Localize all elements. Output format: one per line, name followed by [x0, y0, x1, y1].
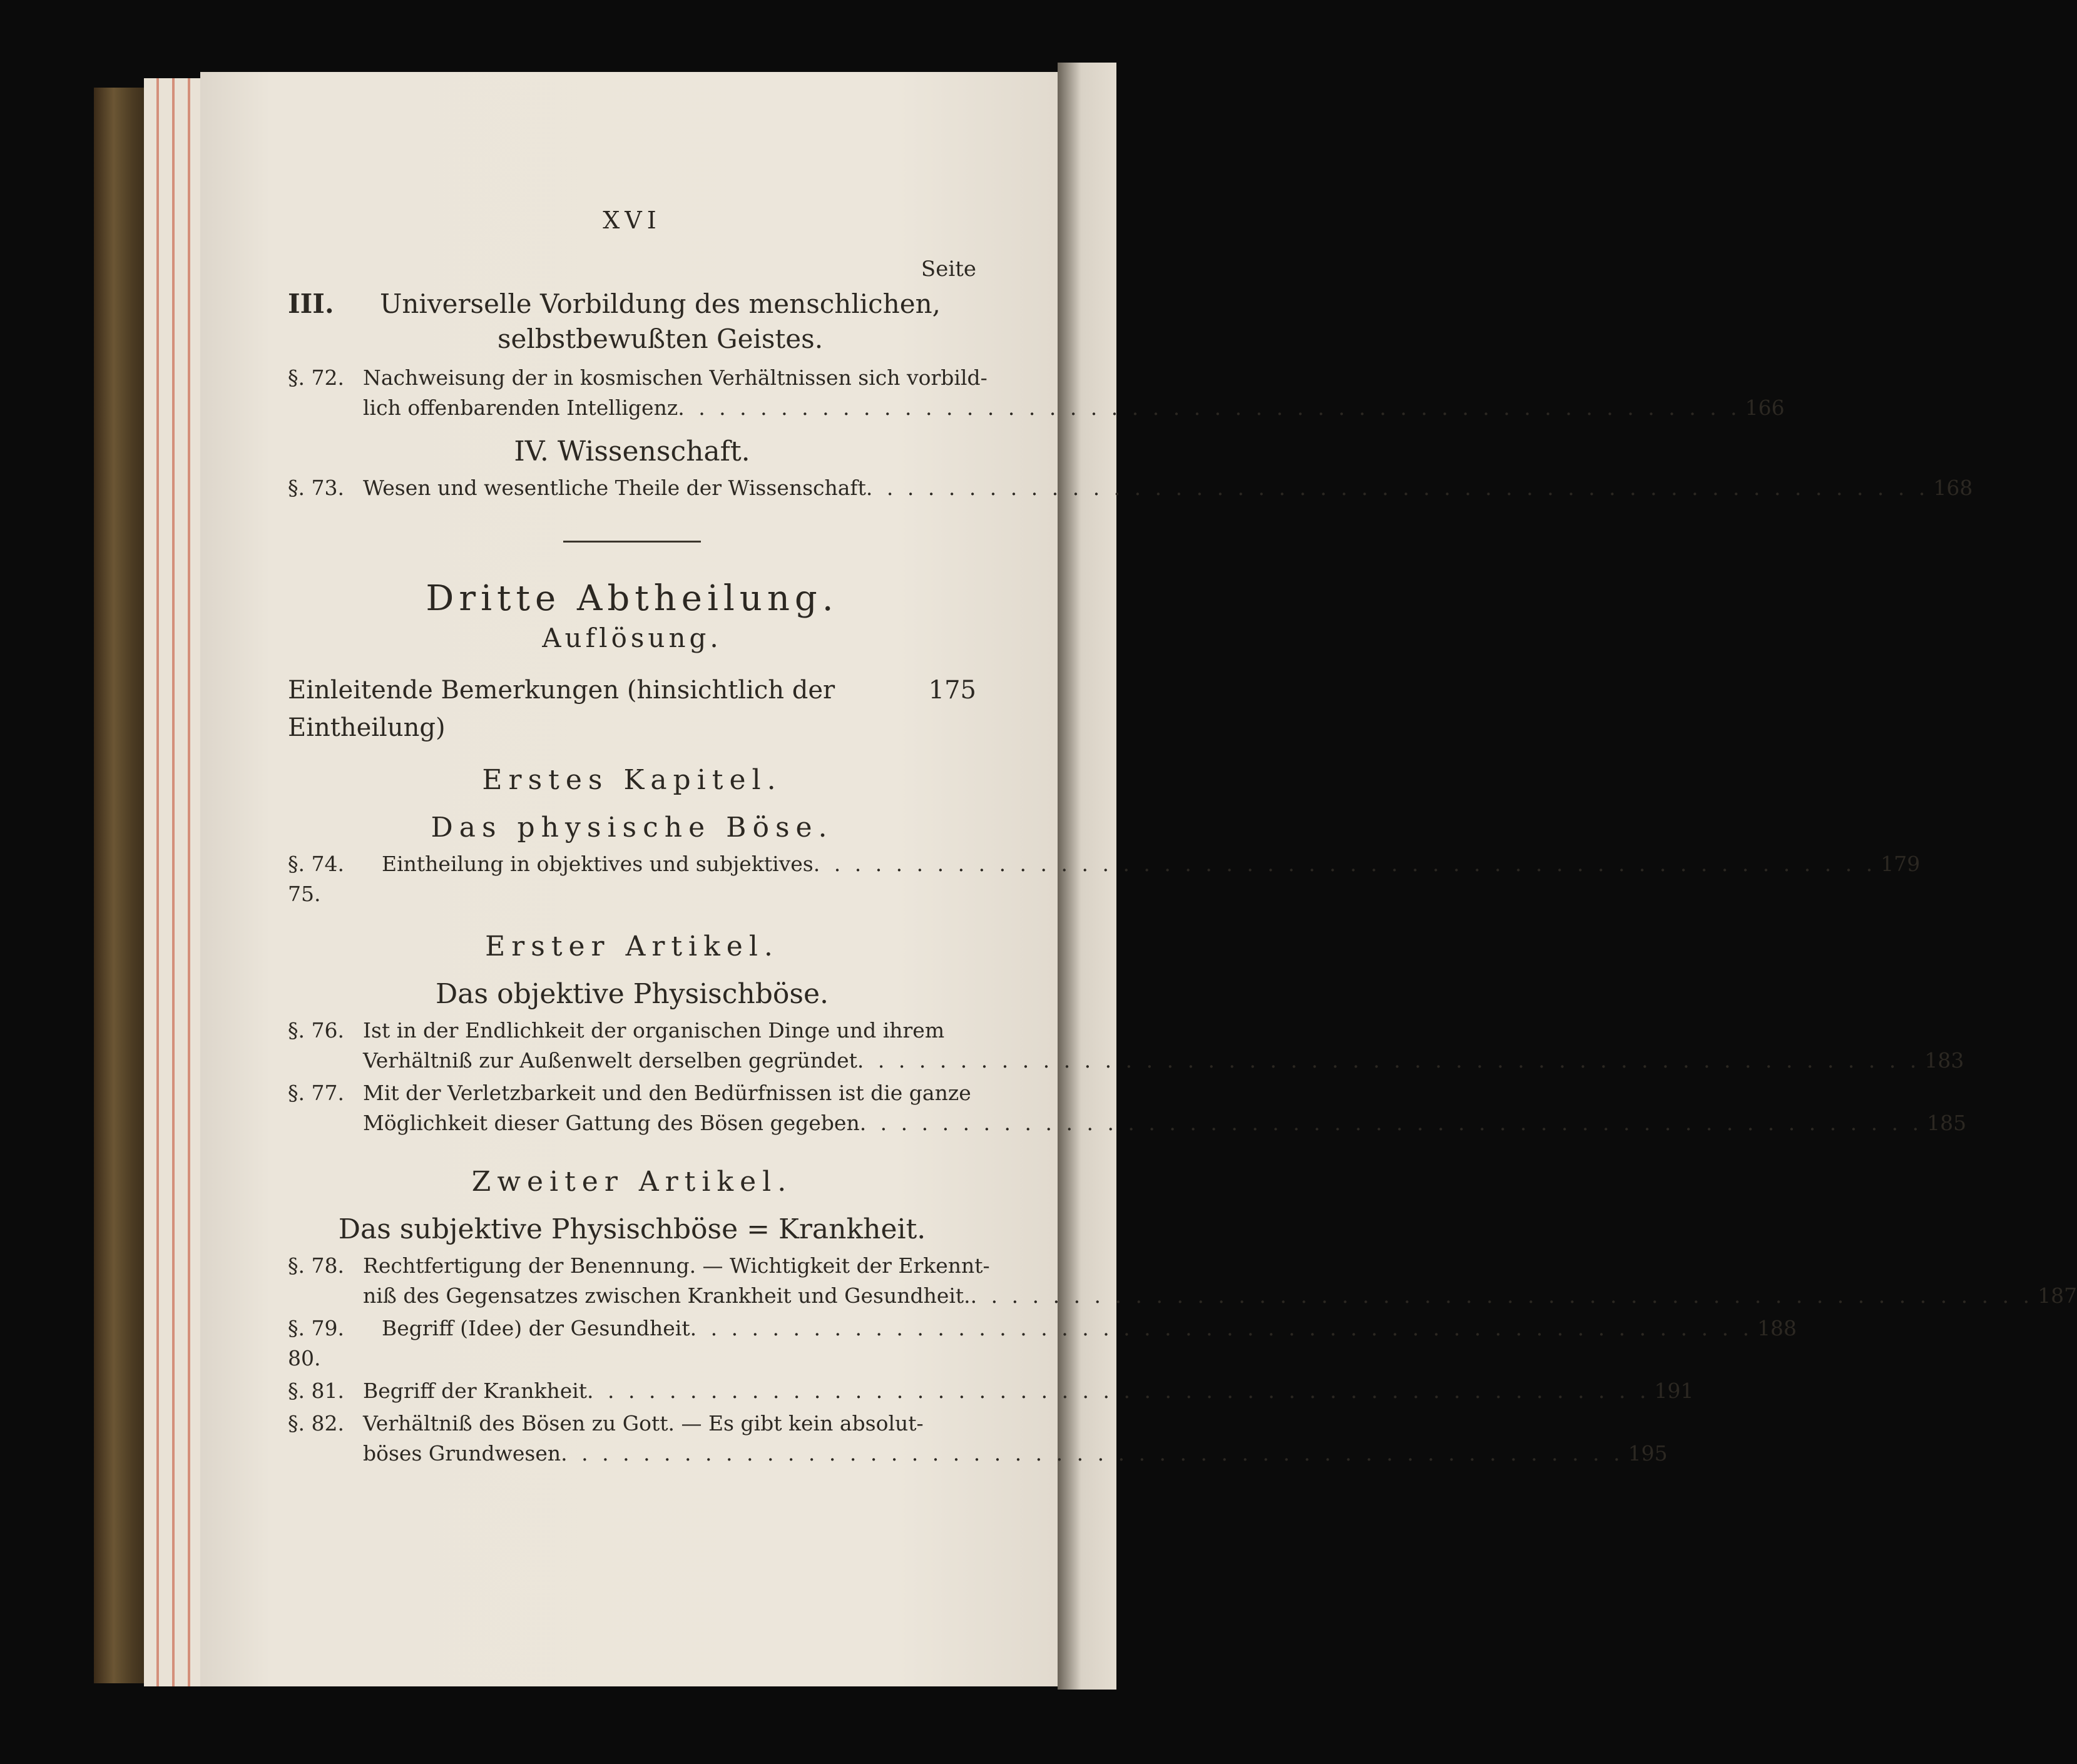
- entry-text: Wesen und wesentliche Theile der Wissenschaft: [363, 476, 866, 500]
- entry-body: [363, 1376, 1650, 1406]
- page-ref: 179: [1881, 852, 1921, 876]
- table-of-contents: [288, 206, 2077, 1471]
- entry-text: Rechtfertigung der Benennung. — Wichtigkeit der Erkennt-: [363, 1253, 990, 1278]
- entry-line: [363, 363, 1741, 393]
- section-heading-iii: [288, 287, 976, 357]
- entry-line: [363, 1281, 2033, 1311]
- toc-entry[interactable]: [288, 1251, 2077, 1311]
- paragraph-number: §. 78.: [288, 1253, 344, 1278]
- toc-entry[interactable]: [288, 1376, 1694, 1406]
- paragraph-number: §. 74. 75.: [288, 852, 344, 906]
- paragraph-number: §. 76.: [288, 1018, 344, 1043]
- paragraph-number: §. 72.: [288, 365, 344, 390]
- page-ref: 166: [1745, 395, 1785, 420]
- page-ref: 168: [1933, 476, 1973, 500]
- dot-leader: [690, 1313, 1753, 1343]
- section-title: Universelle Vorbildung des menschlichen, selbstbewußten Geistes.: [379, 288, 941, 354]
- entry-line: [363, 1016, 1920, 1046]
- entry-line: [363, 1376, 1650, 1406]
- page-column-label: Seite: [921, 257, 976, 282]
- chapter-title: Erstes Kapitel.: [482, 764, 782, 796]
- entry-line: [363, 473, 1929, 503]
- entry-text: Verhältniß zur Außenwelt derselben gegründet: [363, 1048, 857, 1073]
- entry-text: Ist in der Endlichkeit der organischen Dinge und ihrem: [363, 1018, 945, 1043]
- page-edge: [188, 78, 190, 1686]
- page-ref: 188: [1757, 1316, 1797, 1340]
- toc-entry-intro[interactable]: [288, 671, 976, 747]
- entry-line: [363, 1046, 1920, 1076]
- entry-text: Begriff (Idee) der Gesundheit: [382, 1316, 690, 1340]
- entry-text: Verhältniß des Bösen zu Gott. — Es gibt kein absolut-: [363, 1411, 924, 1435]
- dot-leader: [561, 1439, 1623, 1469]
- page-ref: 185: [1927, 1111, 1967, 1135]
- toc-entry[interactable]: [288, 1409, 1668, 1469]
- paragraph-number: §. 82.: [288, 1411, 344, 1435]
- entry-text: Eintheilung in objektives und subjektives: [382, 852, 814, 876]
- dot-leader: [866, 473, 1929, 503]
- entry-line: [382, 849, 1876, 879]
- page-ref: 183: [1924, 1048, 1964, 1073]
- paragraph-number: §. 73.: [288, 476, 344, 500]
- entry-line: [363, 1078, 1922, 1108]
- paragraph-number: §. 77.: [288, 1081, 344, 1105]
- entry-text: niß des Gegensatzes zwischen Krankheit und Gesundheit.: [363, 1283, 971, 1308]
- divider-rule: [563, 541, 701, 543]
- toc-entry[interactable]: [288, 1313, 1797, 1374]
- division-subtitle: Auflösung.: [542, 623, 722, 653]
- page-ref: 191: [1654, 1379, 1694, 1403]
- entry-line: [382, 1313, 1753, 1343]
- dot-leader: [857, 1046, 1920, 1076]
- dot-leader: [678, 393, 1740, 423]
- entry-body: [363, 473, 1929, 503]
- entry-text: lich offenbarenden Intelligenz: [363, 395, 678, 420]
- entry-body: [382, 1313, 1753, 1374]
- toc-entry[interactable]: [288, 1078, 1967, 1138]
- dot-leader: [860, 1108, 1922, 1138]
- entry-text: Einleitende Bemerkungen (hinsichtlich der Eintheilung): [288, 676, 835, 742]
- toc-entry[interactable]: [288, 363, 1785, 423]
- page-edge: [172, 78, 175, 1686]
- paragraph-number: §. 81.: [288, 1379, 344, 1403]
- section-numeral: III.: [288, 288, 334, 319]
- entry-body: [363, 363, 1741, 423]
- entry-text: Möglichkeit dieser Gattung des Bösen gegeben: [363, 1111, 860, 1135]
- toc-entry[interactable]: [288, 1016, 1964, 1076]
- article-title: Zweiter Artikel.: [471, 1166, 793, 1198]
- division-title: Dritte Abtheilung.: [426, 578, 839, 619]
- entry-body: [363, 1251, 2033, 1311]
- entry-body: [363, 1078, 1922, 1138]
- page-ref: 175: [928, 676, 976, 705]
- chapter-subtitle: Das physische Böse.: [431, 812, 834, 844]
- entry-line: [363, 1108, 1922, 1138]
- entry-body: [363, 1016, 1920, 1076]
- article-subtitle: Das subjektive Physischböse = Krankheit.: [338, 1213, 926, 1245]
- section-heading-iv: IV. Wissenschaft.: [514, 436, 750, 467]
- page-edge: [156, 78, 159, 1686]
- article-title: Erster Artikel.: [485, 930, 779, 962]
- page-ref: 195: [1628, 1441, 1668, 1466]
- entry-line: [363, 1409, 1624, 1439]
- entry-line: [363, 1439, 1624, 1469]
- dot-leader: [587, 1376, 1650, 1406]
- entry-line: [363, 393, 1741, 423]
- entry-text: Begriff der Krankheit: [363, 1379, 588, 1403]
- page-number: XVI: [603, 206, 661, 234]
- article-subtitle: Das objektive Physischböse.: [436, 978, 829, 1010]
- toc-entry[interactable]: [288, 473, 1973, 503]
- entry-text: Nachweisung der in kosmischen Verhältnissen sich vorbild-: [363, 365, 987, 390]
- entry-text: Mit der Verletzbarkeit und den Bedürfnissen ist die ganze: [363, 1081, 971, 1105]
- dot-leader: [814, 849, 1876, 879]
- entry-body: [382, 849, 1876, 909]
- entry-line: [363, 1251, 2033, 1281]
- toc-entry[interactable]: [288, 849, 1921, 909]
- entry-text: böses Grundwesen: [363, 1441, 561, 1466]
- paragraph-number: §. 79. 80.: [288, 1316, 344, 1370]
- dot-leader: [971, 1281, 2033, 1311]
- entry-body: [363, 1409, 1624, 1469]
- page-ref: 187: [2038, 1283, 2077, 1308]
